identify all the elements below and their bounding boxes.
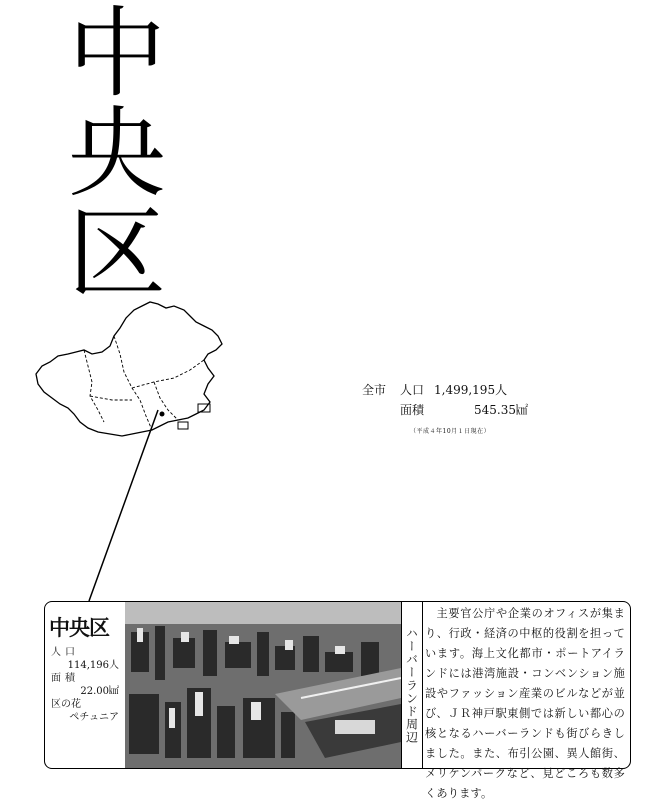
ward-name: 中央区 [49, 616, 109, 640]
ward-panel [44, 601, 631, 800]
ward-population-label: 人口 [51, 647, 79, 658]
harborland-aerial-photo [125, 602, 401, 768]
ward-flower-label: 区の花 [51, 699, 81, 710]
ward-description-text: 主要官公庁や企業のオフィスが集まり、行政・経済の中枢的役割を担っています。海上文化都市・ポートアイランドには港湾施設・コンベンション施設やファッション産業のビルなどが並び、ＪＲ神戸駅東側では新しい都心の核となるハーバーランドも街びらきしました。また、布引公園、異人館街、メリケンパークなど、見どころも数多くあります。 [425, 607, 625, 800]
ward-area: 22.00㎢ [80, 686, 119, 697]
stats-date-note: （平成４年10月１日現在） [410, 428, 491, 435]
population-label: 人口 [400, 383, 425, 397]
city-stats [362, 380, 562, 435]
city-area: 545.35㎢ [474, 403, 528, 417]
photo-caption [401, 602, 423, 768]
ward-description [425, 604, 625, 804]
title-char-3: 区 [67, 197, 166, 311]
ward-flower: ペチュニア [69, 712, 119, 723]
city-label: 全市 [362, 383, 387, 397]
city-population: 1,499,195人 [434, 383, 508, 397]
title-char-2: 央 [67, 97, 166, 211]
city-outline [36, 302, 222, 436]
title-char-1: 中 [67, 0, 166, 111]
kobe-city-map [28, 296, 228, 446]
photo-caption-text: ハーバーランド周辺 [404, 626, 419, 744]
ward-info [45, 602, 125, 768]
area-label: 面積 [400, 403, 425, 417]
ward-population: 114,196人 [67, 660, 119, 671]
ward-area-label: 面積 [51, 673, 79, 684]
